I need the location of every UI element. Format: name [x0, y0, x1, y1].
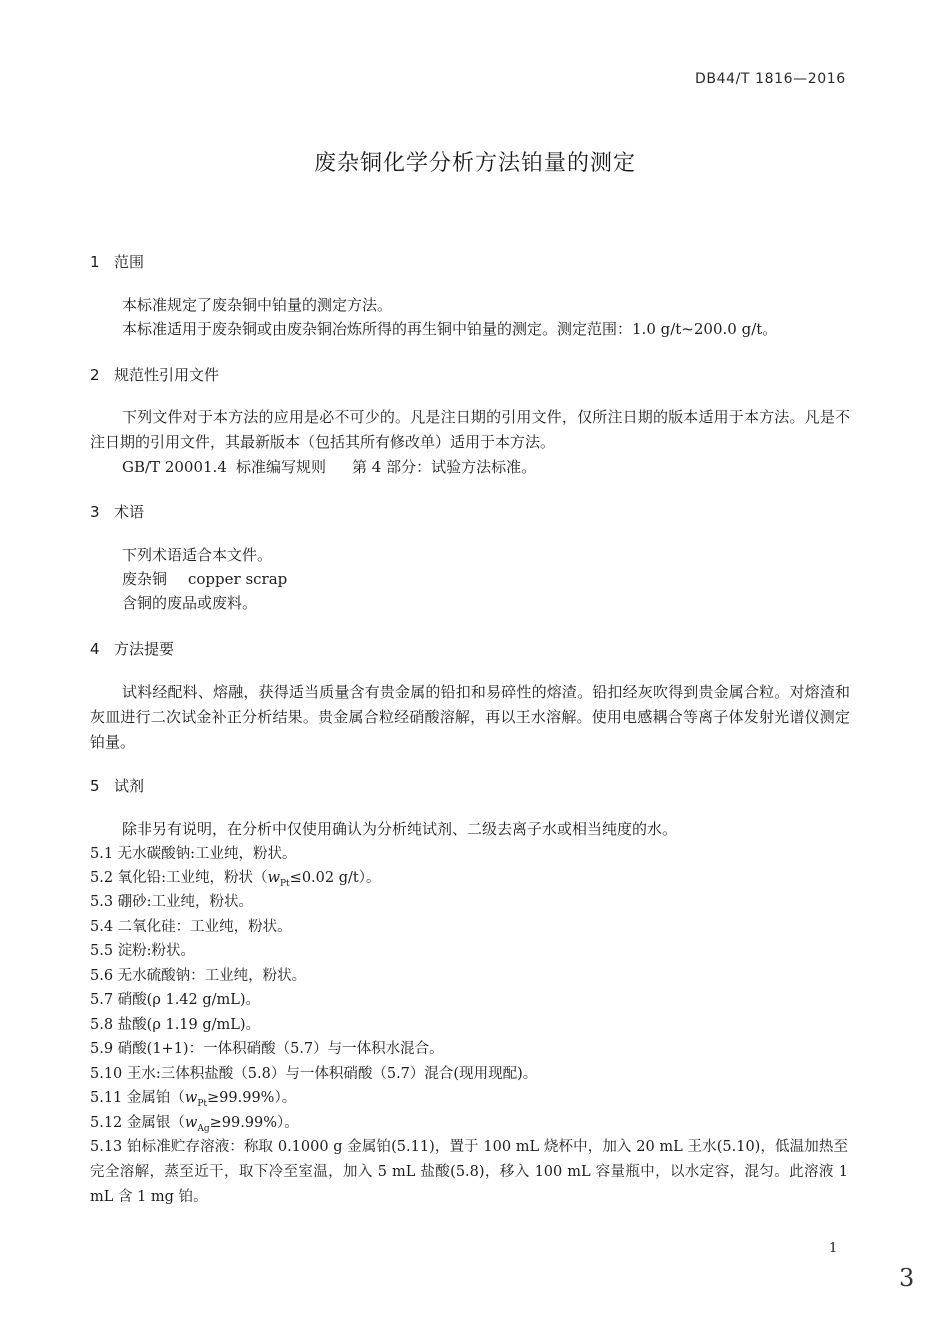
reagent-number: 5.1	[90, 846, 114, 862]
document-code: DB44/T 1816—2016	[695, 71, 846, 87]
reagent-item	[90, 866, 380, 889]
term-english: copper scrap	[188, 570, 288, 588]
reagent-item	[90, 988, 260, 1009]
section-number: 1	[90, 253, 100, 271]
mass-fraction-subscript: Pt	[279, 878, 290, 889]
reagent-text: 硝酸(1+1)：一体积硝酸（5.7）与一体积水混合。	[117, 1041, 444, 1057]
method-summary: 试料经配料、熔融，获得适当质量含有贵金属的铅扣和易碎性的熔渣。铅扣经灰吹得到贵金属合粒。对熔渣和灰皿进行二次试金补正分析结果。贵金属合粒经硝酸溶解，再以王水溶解。使用电感耦合等离子体发射光谱仪测定铂量。	[90, 683, 850, 751]
reagent-text: 金属铂（	[126, 1090, 185, 1106]
section-title: 规范性引用文件	[114, 366, 220, 384]
reagent-text: 金属银（	[126, 1115, 185, 1131]
section-heading-terms	[90, 501, 144, 522]
section-number: 3	[90, 503, 100, 521]
section-number: 2	[90, 366, 100, 384]
term-chinese: 废杂铜	[122, 570, 168, 588]
reagent-text: 铂标准贮存溶液：称取 0.1000 g 金属铂(5.11)，置于 100 mL 烧杯中，加入 20 mL 王水(5.10)，低温加热至完全溶解，蒸至近干，取下冷至室温，加入 5 mL 盐酸(5.8)，移入 100 mL 容量瓶中，以水定容，混匀。此溶液 1 mL 含 1 mg 铂。	[90, 1139, 849, 1205]
reagent-text: 氧化铅:工业纯，粉状（	[117, 870, 268, 886]
reagent-item	[90, 964, 306, 985]
reagents-intro: 除非另有说明，在分析中仅使用确认为分析纯试剂、二级去离子水或相当纯度的水。	[122, 820, 678, 838]
reference-part: 第 4 部分：试验方法标准。	[352, 458, 537, 476]
mass-fraction-symbol: w	[267, 870, 280, 886]
mass-fraction-subscript: Ag	[197, 1123, 210, 1134]
reagent-item	[90, 1135, 848, 1210]
section-heading-method	[90, 638, 174, 659]
mass-fraction-subscript: Pt	[197, 1098, 208, 1109]
reagent-text: 硼砂:工业纯，粉状。	[117, 894, 254, 910]
section-number: 5	[90, 777, 100, 795]
term-definition: 含铜的废品或废料。	[122, 594, 258, 612]
reagent-number: 5.3	[90, 894, 114, 910]
reagent-item	[90, 915, 292, 936]
section-title: 试剂	[114, 777, 145, 795]
reagent-number: 5.13	[90, 1139, 123, 1155]
reagent-text-tail: ≥99.99%）。	[209, 1115, 299, 1131]
reagent-text: 二氧化硅：工业纯，粉状。	[117, 919, 292, 935]
reference-title: 标准编写规则	[236, 458, 327, 476]
reagent-text-tail: ≥99.99%）。	[207, 1090, 297, 1106]
section-title: 范围	[114, 253, 145, 271]
reagent-number: 5.2	[90, 870, 114, 886]
section-number: 4	[90, 640, 100, 658]
scope-line-2: 本标准适用于废杂铜或由废杂铜冶炼所得的再生铜中铂量的测定。测定范围：1.0 g/t~200.0 g/t。	[122, 320, 778, 338]
section-heading-references	[90, 364, 219, 385]
reagent-text: 硝酸(ρ 1.42 g/mL)。	[117, 992, 261, 1008]
reference-entry	[122, 455, 536, 479]
reagent-text: 淀粉:粉状。	[117, 943, 196, 959]
reagent-item	[90, 890, 253, 911]
reagent-text-tail: ≤0.02 g/t）。	[289, 870, 381, 886]
reagent-item	[90, 939, 195, 960]
mass-fraction-symbol: w	[184, 1090, 198, 1106]
page-number: 1	[829, 1241, 838, 1256]
mass-fraction-symbol: w	[184, 1115, 198, 1131]
terms-intro: 下列术语适合本文件。	[122, 546, 273, 564]
reagent-number: 5.4	[90, 919, 114, 935]
document-title: 废杂铜化学分析方法铂量的测定	[313, 151, 636, 176]
reagent-number: 5.7	[90, 992, 114, 1008]
reagent-number: 5.10	[90, 1066, 123, 1082]
reagent-item	[90, 1086, 296, 1109]
reagent-item	[90, 842, 297, 863]
reagent-item	[90, 1111, 299, 1134]
section-heading-scope	[90, 251, 144, 272]
reagent-number: 5.6	[90, 968, 114, 984]
reagent-item	[90, 1037, 444, 1058]
section-title: 术语	[114, 503, 145, 521]
reagent-number: 5.5	[90, 943, 114, 959]
reagent-text: 无水碳酸钠:工业纯，粉状。	[117, 846, 297, 862]
reference-code: GB/T 20001.4	[122, 458, 227, 476]
reagent-number: 5.9	[90, 1041, 114, 1057]
reagent-text: 王水:三体积盐酸（5.8）与一体积硝酸（5.7）混合(现用现配)。	[126, 1066, 538, 1082]
reagent-item	[90, 1013, 260, 1034]
reagent-number: 5.11	[90, 1090, 123, 1106]
references-intro: 下列文件对于本方法的应用是必不可少的。凡是注日期的引用文件，仅所注日期的版本适用于本方法。凡是不注日期的引用文件，其最新版本（包括其所有修改单）适用于本方法。	[90, 408, 850, 451]
reagent-number: 5.8	[90, 1017, 114, 1033]
scope-line-1: 本标准规定了废杂铜中铂量的测定方法。	[122, 296, 393, 314]
reagent-item	[90, 1062, 537, 1083]
reagent-text: 盐酸(ρ 1.19 g/mL)。	[117, 1017, 261, 1033]
term-entry	[122, 567, 287, 591]
reagent-number: 5.12	[90, 1115, 123, 1131]
reagent-text: 无水硫酸钠：工业纯，粉状。	[117, 968, 307, 984]
section-heading-reagents	[90, 775, 144, 796]
section-title: 方法提要	[114, 640, 175, 658]
corner-page-number: 3	[899, 1264, 915, 1292]
